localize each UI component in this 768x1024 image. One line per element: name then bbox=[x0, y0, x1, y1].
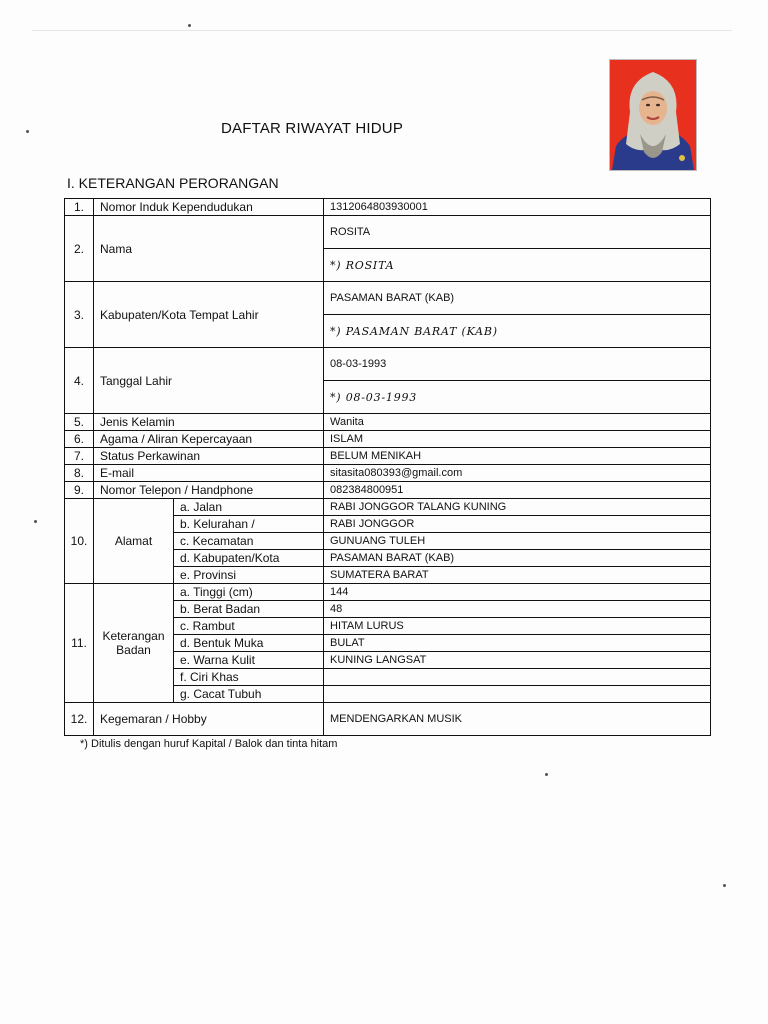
row-value: ROSITA bbox=[324, 216, 711, 249]
email-value: sitasita080393@gmail.com bbox=[324, 465, 711, 482]
table-row bbox=[65, 448, 711, 465]
sub-value bbox=[324, 686, 711, 703]
row-number: 7. bbox=[65, 448, 94, 465]
sub-value bbox=[324, 669, 711, 686]
row-value: ISLAM bbox=[324, 431, 711, 448]
sub-label: g. Cacat Tubuh bbox=[174, 686, 324, 703]
handwritten-value: *) ROSITA bbox=[324, 249, 711, 282]
phone-value: 082384800951 bbox=[324, 482, 711, 499]
document-title: DAFTAR RIWAYAT HIDUP bbox=[220, 120, 404, 137]
row-value: Wanita bbox=[324, 414, 711, 431]
table-row bbox=[65, 199, 711, 216]
row-label: Kabupaten/Kota Tempat Lahir bbox=[94, 282, 324, 348]
sub-label: c. Kecamatan bbox=[174, 533, 324, 550]
row-value: MENDENGARKAN MUSIK bbox=[324, 703, 711, 736]
table-row bbox=[65, 348, 711, 381]
table-row bbox=[65, 282, 711, 315]
sub-label: a. Jalan bbox=[174, 499, 324, 516]
table-row bbox=[65, 703, 711, 736]
scan-speck bbox=[545, 773, 548, 776]
sub-label: e. Warna Kulit bbox=[174, 652, 324, 669]
sub-label: b. Kelurahan / bbox=[174, 516, 324, 533]
row-value: 1312064803930001 bbox=[324, 199, 711, 216]
sub-label: c. Rambut bbox=[174, 618, 324, 635]
sub-label: d. Bentuk Muka bbox=[174, 635, 324, 652]
body-info-label-text: Keterangan Badan bbox=[102, 629, 165, 657]
handwritten-value: *) PASAMAN BARAT (KAB) bbox=[324, 315, 711, 348]
row-label: Nomor Induk Kependudukan bbox=[94, 199, 324, 216]
row-number: 3. bbox=[65, 282, 94, 348]
row-number: 2. bbox=[65, 216, 94, 282]
sub-value: GUNUANG TULEH bbox=[324, 533, 711, 550]
sub-value: 48 bbox=[324, 601, 711, 618]
personal-info-table bbox=[64, 198, 711, 736]
row-number: 5. bbox=[65, 414, 94, 431]
sub-label: e. Provinsi bbox=[174, 567, 324, 584]
handwritten-value: *) 08-03-1993 bbox=[324, 381, 711, 414]
row-label: Agama / Aliran Kepercayaan bbox=[94, 431, 324, 448]
sub-value: BULAT bbox=[324, 635, 711, 652]
table-row bbox=[65, 216, 711, 249]
sub-value: 144 bbox=[324, 584, 711, 601]
row-label: Kegemaran / Hobby bbox=[94, 703, 324, 736]
footnote: *) Ditulis dengan huruf Kapital / Balok dan tinta hitam bbox=[80, 738, 338, 750]
row-number: 10. bbox=[65, 499, 94, 584]
row-label: Jenis Kelamin bbox=[94, 414, 324, 431]
sub-value: KUNING LANGSAT bbox=[324, 652, 711, 669]
scan-speck bbox=[188, 24, 191, 27]
table-row bbox=[65, 499, 711, 516]
sub-label: b. Berat Badan bbox=[174, 601, 324, 618]
row-number: 8. bbox=[65, 465, 94, 482]
table-row bbox=[65, 584, 711, 601]
table-row bbox=[65, 431, 711, 448]
body-info-label bbox=[94, 584, 174, 703]
sub-value: RABI JONGGOR bbox=[324, 516, 711, 533]
sub-value: SUMATERA BARAT bbox=[324, 567, 711, 584]
row-number: 6. bbox=[65, 431, 94, 448]
sub-value: HITAM LURUS bbox=[324, 618, 711, 635]
section-title: I. KETERANGAN PERORANGAN bbox=[67, 175, 279, 191]
table-row bbox=[65, 414, 711, 431]
row-label: Nama bbox=[94, 216, 324, 282]
scan-speck bbox=[34, 520, 37, 523]
row-label: E-mail bbox=[94, 465, 324, 482]
sub-value: RABI JONGGOR TALANG KUNING bbox=[324, 499, 711, 516]
sub-label: f. Ciri Khas bbox=[174, 669, 324, 686]
portrait-image bbox=[610, 60, 696, 170]
table-row bbox=[65, 465, 711, 482]
row-number: 9. bbox=[65, 482, 94, 499]
scan-edge-line bbox=[32, 30, 732, 31]
sub-label: d. Kabupaten/Kota bbox=[174, 550, 324, 567]
sub-value: PASAMAN BARAT (KAB) bbox=[324, 550, 711, 567]
row-number: 12. bbox=[65, 703, 94, 736]
row-value: 08-03-1993 bbox=[324, 348, 711, 381]
scan-speck bbox=[723, 884, 726, 887]
row-number: 4. bbox=[65, 348, 94, 414]
sub-label: a. Tinggi (cm) bbox=[174, 584, 324, 601]
table-row bbox=[65, 482, 711, 499]
row-value: BELUM MENIKAH bbox=[324, 448, 711, 465]
row-label: Tanggal Lahir bbox=[94, 348, 324, 414]
row-number: 1. bbox=[65, 199, 94, 216]
row-number: 11. bbox=[65, 584, 94, 703]
row-value: PASAMAN BARAT (KAB) bbox=[324, 282, 711, 315]
row-label: Nomor Telepon / Handphone bbox=[94, 482, 324, 499]
row-label: Status Perkawinan bbox=[94, 448, 324, 465]
profile-photo bbox=[609, 59, 697, 171]
address-label: Alamat bbox=[94, 499, 174, 584]
